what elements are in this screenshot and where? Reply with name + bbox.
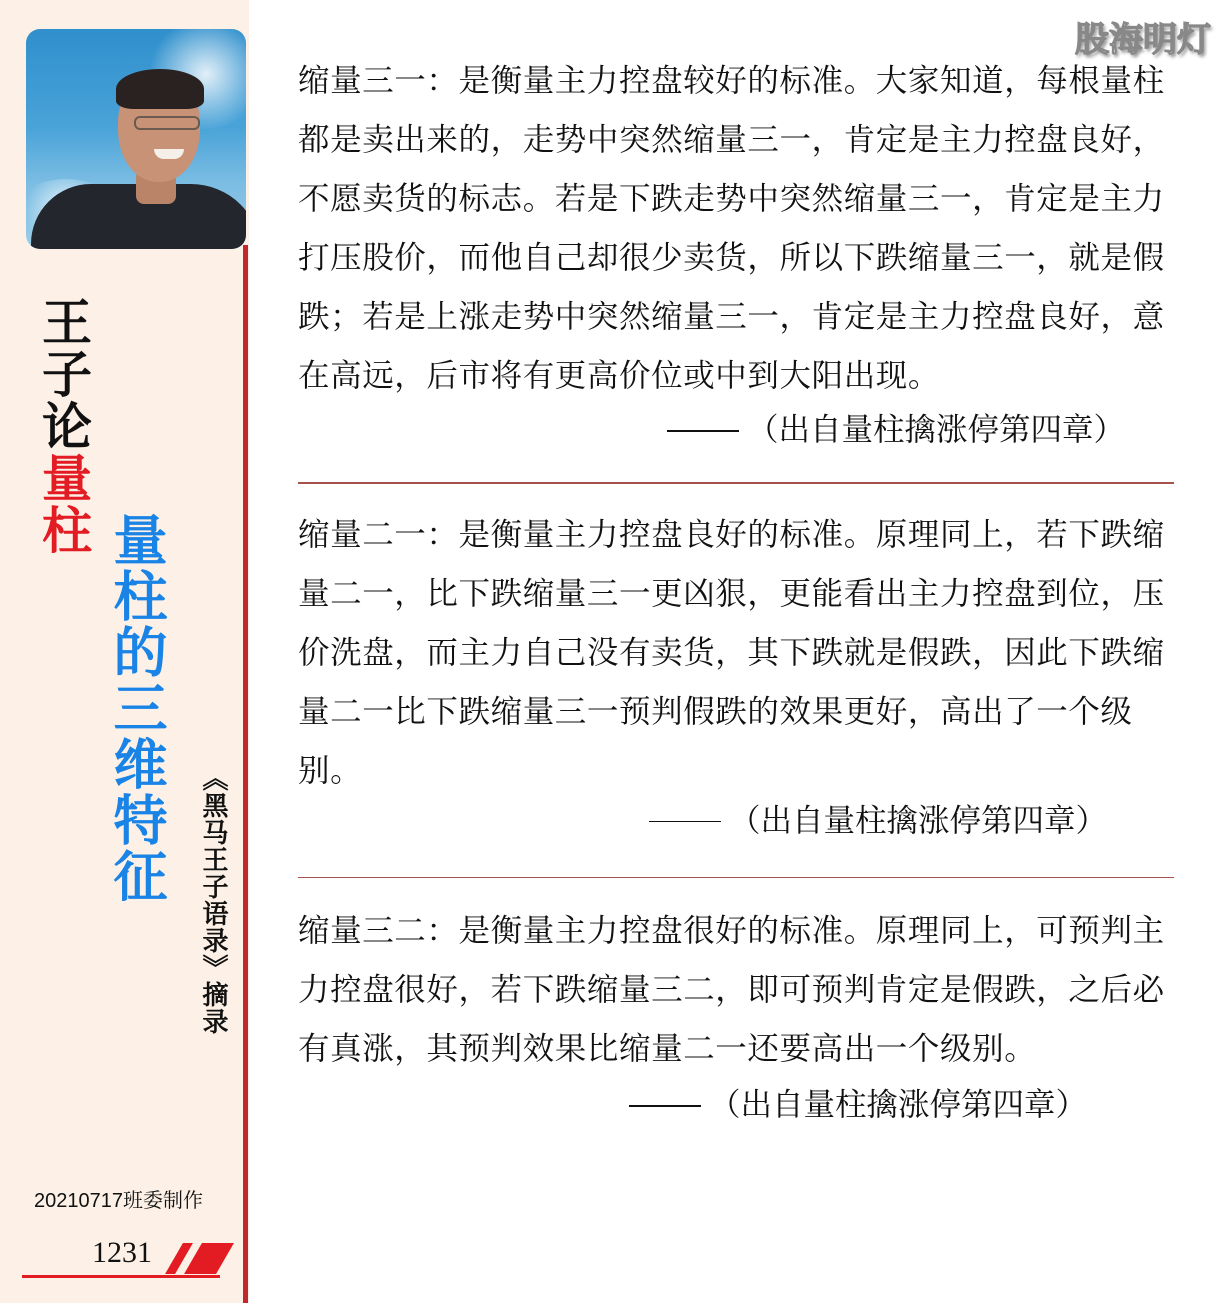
vertical-divider — [243, 245, 248, 1303]
section-divider — [298, 482, 1174, 484]
portrait-glasses — [134, 116, 200, 130]
attribution — [298, 410, 1173, 450]
attribution-text: （出自量柱擒涨停第四章） — [728, 802, 1107, 839]
dash-line — [649, 821, 721, 823]
section-text: 缩量三一：是衡量主力控盘较好的标准。大家知道，每根量柱都是卖出来的，走势中突然缩量三一，肯定是主力控盘良好，不愿卖货的标志。若是下跌走势中突然缩量三一，肯定是主力打压股价，而他自己却很少卖货，所以下跌缩量三一，就是假跌；若是上涨走势中突然缩量三一，肯定是主力控盘良好，意在高远，后市将有更高价位或中到大阳出现。 — [298, 63, 1165, 394]
slash-decoration — [184, 1243, 234, 1274]
section-shrink-3-1 — [298, 52, 1173, 484]
attribution — [298, 801, 1173, 841]
attribution-text: （出自量柱擒涨停第四章） — [708, 1087, 1087, 1123]
section-divider — [298, 877, 1174, 879]
dash-line — [667, 430, 739, 432]
dash-line — [629, 1105, 701, 1107]
attribution — [298, 1085, 1173, 1125]
topic-title: 量柱的三维特征 — [105, 512, 169, 904]
watermark: 股海明灯 — [1075, 20, 1211, 60]
section-text: 缩量三二：是衡量主力控盘很好的标准。原理同上，可预判主力控盘很好，若下跌缩量三二，即可预判肯定是假跌，之后必有真涨，其预判效果比缩量二一还要高出一个级别。 — [298, 913, 1165, 1067]
page-number-underline — [22, 1275, 220, 1278]
page-number: 1231 — [92, 1236, 152, 1269]
section-shrink-2-1 — [298, 506, 1173, 879]
author-photo — [26, 29, 246, 249]
attribution-text: （出自量柱擒涨停第四章） — [746, 412, 1125, 448]
section-text: 缩量二一：是衡量主力控盘良好的标准。原理同上，若下跌缩量二一，比下跌缩量三一更凶狠，更能看出主力控盘到位，压价洗盘，而主力自己没有卖货，其下跌就是假跌，因此下跌缩量二一比下跌缩量三一预判假跌的效果更好，高出了一个级别。 — [298, 516, 1165, 789]
left-panel — [0, 0, 249, 1303]
series-title-black: 王子论 — [34, 296, 93, 452]
section-shrink-3-2 — [298, 902, 1173, 1125]
series-title — [34, 296, 93, 556]
portrait-hair — [116, 69, 204, 109]
series-title-red: 量柱 — [34, 452, 93, 556]
main-content — [298, 52, 1173, 1125]
credit-line: 20210717班委制作 — [34, 1190, 203, 1212]
source-note: 《黑马王子语录》摘录 — [198, 765, 228, 1035]
